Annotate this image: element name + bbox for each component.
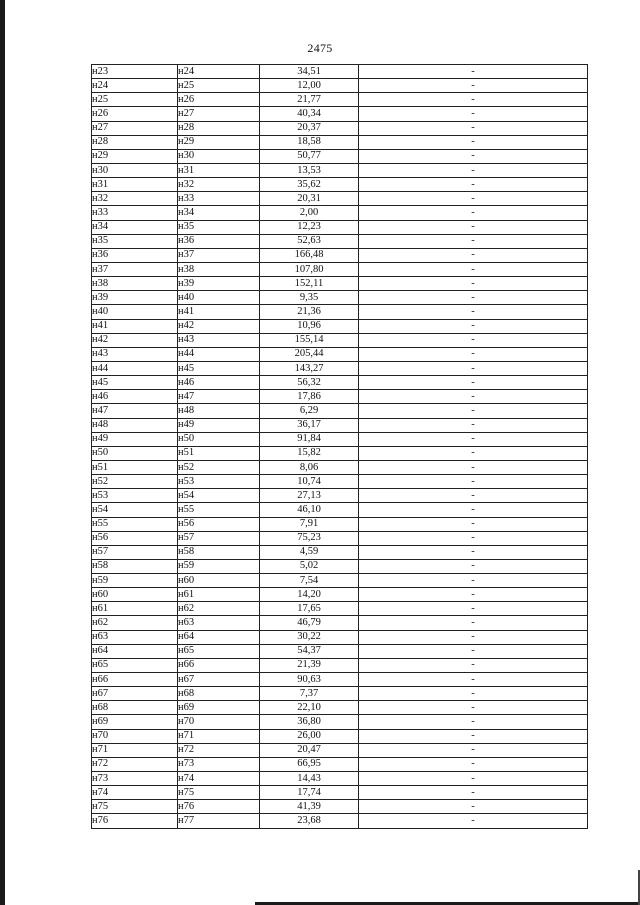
cell-length: 23,68 <box>260 814 359 828</box>
cell-to-point: н65 <box>178 644 260 658</box>
cell-note: - <box>359 602 588 616</box>
table-row <box>92 432 588 446</box>
cell-from-point: н34 <box>92 220 178 234</box>
cell-length: 13,53 <box>260 163 359 177</box>
table-row <box>92 135 588 149</box>
cell-note: - <box>359 729 588 743</box>
cell-to-point: н25 <box>178 79 260 93</box>
cell-note: - <box>359 248 588 262</box>
cell-note: - <box>359 347 588 361</box>
table-row <box>92 93 588 107</box>
cell-to-point: н37 <box>178 248 260 262</box>
cell-to-point: н29 <box>178 135 260 149</box>
cell-from-point: н26 <box>92 107 178 121</box>
cell-from-point: н58 <box>92 559 178 573</box>
cell-note: - <box>359 489 588 503</box>
cell-to-point: н45 <box>178 361 260 375</box>
cell-note: - <box>359 715 588 729</box>
cell-to-point: н49 <box>178 418 260 432</box>
cell-length: 155,14 <box>260 333 359 347</box>
cell-to-point: н39 <box>178 277 260 291</box>
table-row <box>92 262 588 276</box>
cell-note: - <box>359 206 588 220</box>
table-row <box>92 531 588 545</box>
cell-length: 36,80 <box>260 715 359 729</box>
cell-from-point: н57 <box>92 545 178 559</box>
cell-note: - <box>359 305 588 319</box>
cell-note: - <box>359 574 588 588</box>
cell-to-point: н36 <box>178 234 260 248</box>
cell-to-point: н75 <box>178 786 260 800</box>
cell-note: - <box>359 107 588 121</box>
cell-to-point: н27 <box>178 107 260 121</box>
table-row <box>92 234 588 248</box>
cell-length: 2,00 <box>260 206 359 220</box>
cell-to-point: н53 <box>178 475 260 489</box>
table-row <box>92 687 588 701</box>
cell-note: - <box>359 531 588 545</box>
cell-note: - <box>359 616 588 630</box>
cell-from-point: н67 <box>92 687 178 701</box>
cell-length: 26,00 <box>260 729 359 743</box>
cell-note: - <box>359 163 588 177</box>
table-row <box>92 192 588 206</box>
cell-note: - <box>359 220 588 234</box>
cell-from-point: н69 <box>92 715 178 729</box>
table-body <box>92 65 588 829</box>
cell-length: 15,82 <box>260 446 359 460</box>
cell-note: - <box>359 743 588 757</box>
cell-to-point: н51 <box>178 446 260 460</box>
cell-to-point: н73 <box>178 757 260 771</box>
cell-from-point: н72 <box>92 757 178 771</box>
cell-note: - <box>359 630 588 644</box>
cell-length: 56,32 <box>260 376 359 390</box>
cell-to-point: н57 <box>178 531 260 545</box>
cell-note: - <box>359 460 588 474</box>
cell-to-point: н77 <box>178 814 260 828</box>
table-row <box>92 545 588 559</box>
cell-from-point: н59 <box>92 574 178 588</box>
cell-from-point: н42 <box>92 333 178 347</box>
cell-length: 17,86 <box>260 390 359 404</box>
cell-length: 7,37 <box>260 687 359 701</box>
cell-note: - <box>359 192 588 206</box>
cell-from-point: н31 <box>92 178 178 192</box>
cell-note: - <box>359 65 588 79</box>
table-row <box>92 588 588 602</box>
cell-from-point: н44 <box>92 361 178 375</box>
table-row <box>92 418 588 432</box>
table-row <box>92 347 588 361</box>
table-row <box>92 786 588 800</box>
table-row <box>92 757 588 771</box>
cell-from-point: н52 <box>92 475 178 489</box>
cell-length: 91,84 <box>260 432 359 446</box>
cell-length: 17,74 <box>260 786 359 800</box>
cell-length: 40,34 <box>260 107 359 121</box>
table-row <box>92 630 588 644</box>
cell-to-point: н71 <box>178 729 260 743</box>
table-row <box>92 800 588 814</box>
cell-length: 7,54 <box>260 574 359 588</box>
table-row <box>92 743 588 757</box>
cell-from-point: н46 <box>92 390 178 404</box>
cell-length: 4,59 <box>260 545 359 559</box>
cell-to-point: н69 <box>178 701 260 715</box>
table-row <box>92 517 588 531</box>
cell-to-point: н68 <box>178 687 260 701</box>
cell-length: 10,96 <box>260 319 359 333</box>
table-row <box>92 404 588 418</box>
cell-to-point: н28 <box>178 121 260 135</box>
cell-note: - <box>359 814 588 828</box>
cell-note: - <box>359 291 588 305</box>
cell-length: 166,48 <box>260 248 359 262</box>
cell-length: 36,17 <box>260 418 359 432</box>
cell-note: - <box>359 545 588 559</box>
cell-note: - <box>359 432 588 446</box>
cell-from-point: н33 <box>92 206 178 220</box>
cell-note: - <box>359 376 588 390</box>
cell-note: - <box>359 319 588 333</box>
cell-from-point: н37 <box>92 262 178 276</box>
cell-note: - <box>359 673 588 687</box>
cell-length: 143,27 <box>260 361 359 375</box>
cell-length: 20,31 <box>260 192 359 206</box>
cell-length: 41,39 <box>260 800 359 814</box>
cell-from-point: н75 <box>92 800 178 814</box>
cell-to-point: н44 <box>178 347 260 361</box>
cell-to-point: н48 <box>178 404 260 418</box>
cell-note: - <box>359 786 588 800</box>
cell-note: - <box>359 658 588 672</box>
cell-from-point: н50 <box>92 446 178 460</box>
cell-from-point: н53 <box>92 489 178 503</box>
cell-to-point: н66 <box>178 658 260 672</box>
table-row <box>92 178 588 192</box>
cell-note: - <box>359 687 588 701</box>
cell-from-point: н28 <box>92 135 178 149</box>
cell-length: 6,29 <box>260 404 359 418</box>
table-row <box>92 319 588 333</box>
cell-length: 46,79 <box>260 616 359 630</box>
cell-note: - <box>359 588 588 602</box>
cell-length: 20,47 <box>260 743 359 757</box>
cell-from-point: н39 <box>92 291 178 305</box>
cell-to-point: н60 <box>178 574 260 588</box>
cell-to-point: н34 <box>178 206 260 220</box>
cell-length: 205,44 <box>260 347 359 361</box>
cell-length: 21,39 <box>260 658 359 672</box>
cell-from-point: н55 <box>92 517 178 531</box>
cell-to-point: н41 <box>178 305 260 319</box>
table-row <box>92 602 588 616</box>
cell-length: 30,22 <box>260 630 359 644</box>
cell-length: 10,74 <box>260 475 359 489</box>
cell-note: - <box>359 404 588 418</box>
cell-note: - <box>359 79 588 93</box>
cell-length: 12,23 <box>260 220 359 234</box>
cell-length: 90,63 <box>260 673 359 687</box>
cell-from-point: н47 <box>92 404 178 418</box>
cell-to-point: н62 <box>178 602 260 616</box>
cell-to-point: н46 <box>178 376 260 390</box>
cell-note: - <box>359 277 588 291</box>
cell-length: 22,10 <box>260 701 359 715</box>
table-row <box>92 65 588 79</box>
cell-to-point: н61 <box>178 588 260 602</box>
cell-length: 21,77 <box>260 93 359 107</box>
cell-note: - <box>359 234 588 248</box>
cell-to-point: н63 <box>178 616 260 630</box>
cell-to-point: н50 <box>178 432 260 446</box>
cell-to-point: н33 <box>178 192 260 206</box>
cell-from-point: н45 <box>92 376 178 390</box>
cell-from-point: н24 <box>92 79 178 93</box>
cell-to-point: н40 <box>178 291 260 305</box>
cell-to-point: н42 <box>178 319 260 333</box>
table-row <box>92 446 588 460</box>
cell-length: 54,37 <box>260 644 359 658</box>
table-row <box>92 333 588 347</box>
cell-to-point: н58 <box>178 545 260 559</box>
cell-length: 8,06 <box>260 460 359 474</box>
cell-from-point: н73 <box>92 772 178 786</box>
scan-border-left <box>0 0 5 905</box>
table-row <box>92 107 588 121</box>
cell-to-point: н59 <box>178 559 260 573</box>
table-row <box>92 574 588 588</box>
cell-to-point: н32 <box>178 178 260 192</box>
cell-to-point: н38 <box>178 262 260 276</box>
cell-note: - <box>359 390 588 404</box>
table-row <box>92 460 588 474</box>
cell-note: - <box>359 178 588 192</box>
cell-from-point: н35 <box>92 234 178 248</box>
table-row <box>92 701 588 715</box>
cell-length: 21,36 <box>260 305 359 319</box>
cell-from-point: н61 <box>92 602 178 616</box>
cell-to-point: н64 <box>178 630 260 644</box>
table-row <box>92 305 588 319</box>
cell-length: 34,51 <box>260 65 359 79</box>
cell-from-point: н32 <box>92 192 178 206</box>
cell-to-point: н67 <box>178 673 260 687</box>
table-row <box>92 149 588 163</box>
table-row <box>92 291 588 305</box>
cell-length: 107,80 <box>260 262 359 276</box>
cell-length: 50,77 <box>260 149 359 163</box>
cell-note: - <box>359 503 588 517</box>
cell-from-point: н38 <box>92 277 178 291</box>
table-row <box>92 616 588 630</box>
table-row <box>92 489 588 503</box>
table-row <box>92 814 588 828</box>
table-row <box>92 503 588 517</box>
cell-from-point: н25 <box>92 93 178 107</box>
cell-length: 18,58 <box>260 135 359 149</box>
cell-to-point: н74 <box>178 772 260 786</box>
cell-note: - <box>359 644 588 658</box>
cell-length: 152,11 <box>260 277 359 291</box>
cell-note: - <box>359 559 588 573</box>
cell-from-point: н41 <box>92 319 178 333</box>
cell-from-point: н40 <box>92 305 178 319</box>
cell-note: - <box>359 361 588 375</box>
cell-to-point: н30 <box>178 149 260 163</box>
cell-length: 5,02 <box>260 559 359 573</box>
cell-from-point: н23 <box>92 65 178 79</box>
cell-note: - <box>359 475 588 489</box>
table-row <box>92 390 588 404</box>
cell-to-point: н76 <box>178 800 260 814</box>
table-row <box>92 79 588 93</box>
cell-length: 52,63 <box>260 234 359 248</box>
cell-length: 14,20 <box>260 588 359 602</box>
cell-note: - <box>359 757 588 771</box>
cell-from-point: н64 <box>92 644 178 658</box>
cell-to-point: н72 <box>178 743 260 757</box>
cell-note: - <box>359 701 588 715</box>
cell-from-point: н56 <box>92 531 178 545</box>
cell-to-point: н55 <box>178 503 260 517</box>
cell-length: 66,95 <box>260 757 359 771</box>
cell-length: 46,10 <box>260 503 359 517</box>
table-row <box>92 220 588 234</box>
cell-from-point: н27 <box>92 121 178 135</box>
cell-note: - <box>359 517 588 531</box>
cell-from-point: н43 <box>92 347 178 361</box>
cell-note: - <box>359 418 588 432</box>
cell-length: 7,91 <box>260 517 359 531</box>
table-row <box>92 644 588 658</box>
page-number: 2475 <box>307 41 333 55</box>
cell-to-point: н70 <box>178 715 260 729</box>
cell-note: - <box>359 262 588 276</box>
cell-to-point: н43 <box>178 333 260 347</box>
cell-length: 9,35 <box>260 291 359 305</box>
cell-note: - <box>359 800 588 814</box>
table-row <box>92 206 588 220</box>
table-row <box>92 475 588 489</box>
cell-to-point: н52 <box>178 460 260 474</box>
cell-to-point: н31 <box>178 163 260 177</box>
table-row <box>92 772 588 786</box>
cell-from-point: н48 <box>92 418 178 432</box>
cell-length: 27,13 <box>260 489 359 503</box>
table-row <box>92 163 588 177</box>
cell-to-point: н35 <box>178 220 260 234</box>
cell-from-point: н66 <box>92 673 178 687</box>
cell-from-point: н62 <box>92 616 178 630</box>
table-row <box>92 658 588 672</box>
cell-note: - <box>359 446 588 460</box>
cell-note: - <box>359 93 588 107</box>
cell-to-point: н54 <box>178 489 260 503</box>
cell-to-point: н26 <box>178 93 260 107</box>
cell-to-point: н56 <box>178 517 260 531</box>
cell-note: - <box>359 772 588 786</box>
cell-length: 35,62 <box>260 178 359 192</box>
cell-from-point: н74 <box>92 786 178 800</box>
cell-from-point: н51 <box>92 460 178 474</box>
cell-length: 20,37 <box>260 121 359 135</box>
cell-from-point: н30 <box>92 163 178 177</box>
cell-length: 12,00 <box>260 79 359 93</box>
cell-note: - <box>359 121 588 135</box>
table-row <box>92 559 588 573</box>
table-row <box>92 673 588 687</box>
cell-from-point: н68 <box>92 701 178 715</box>
cell-length: 17,65 <box>260 602 359 616</box>
cell-length: 75,23 <box>260 531 359 545</box>
cell-from-point: н65 <box>92 658 178 672</box>
cell-note: - <box>359 149 588 163</box>
cell-from-point: н76 <box>92 814 178 828</box>
boundary-table <box>91 64 588 829</box>
cell-note: - <box>359 333 588 347</box>
table-row <box>92 729 588 743</box>
cell-from-point: н36 <box>92 248 178 262</box>
table-row <box>92 248 588 262</box>
table-row <box>92 361 588 375</box>
table-row <box>92 715 588 729</box>
cell-length: 14,43 <box>260 772 359 786</box>
cell-from-point: н70 <box>92 729 178 743</box>
cell-from-point: н71 <box>92 743 178 757</box>
cell-from-point: н63 <box>92 630 178 644</box>
cell-from-point: н60 <box>92 588 178 602</box>
table-row <box>92 121 588 135</box>
cell-from-point: н49 <box>92 432 178 446</box>
cell-from-point: н54 <box>92 503 178 517</box>
cell-note: - <box>359 135 588 149</box>
cell-to-point: н47 <box>178 390 260 404</box>
cell-to-point: н24 <box>178 65 260 79</box>
table-row <box>92 376 588 390</box>
cell-from-point: н29 <box>92 149 178 163</box>
table-row <box>92 277 588 291</box>
